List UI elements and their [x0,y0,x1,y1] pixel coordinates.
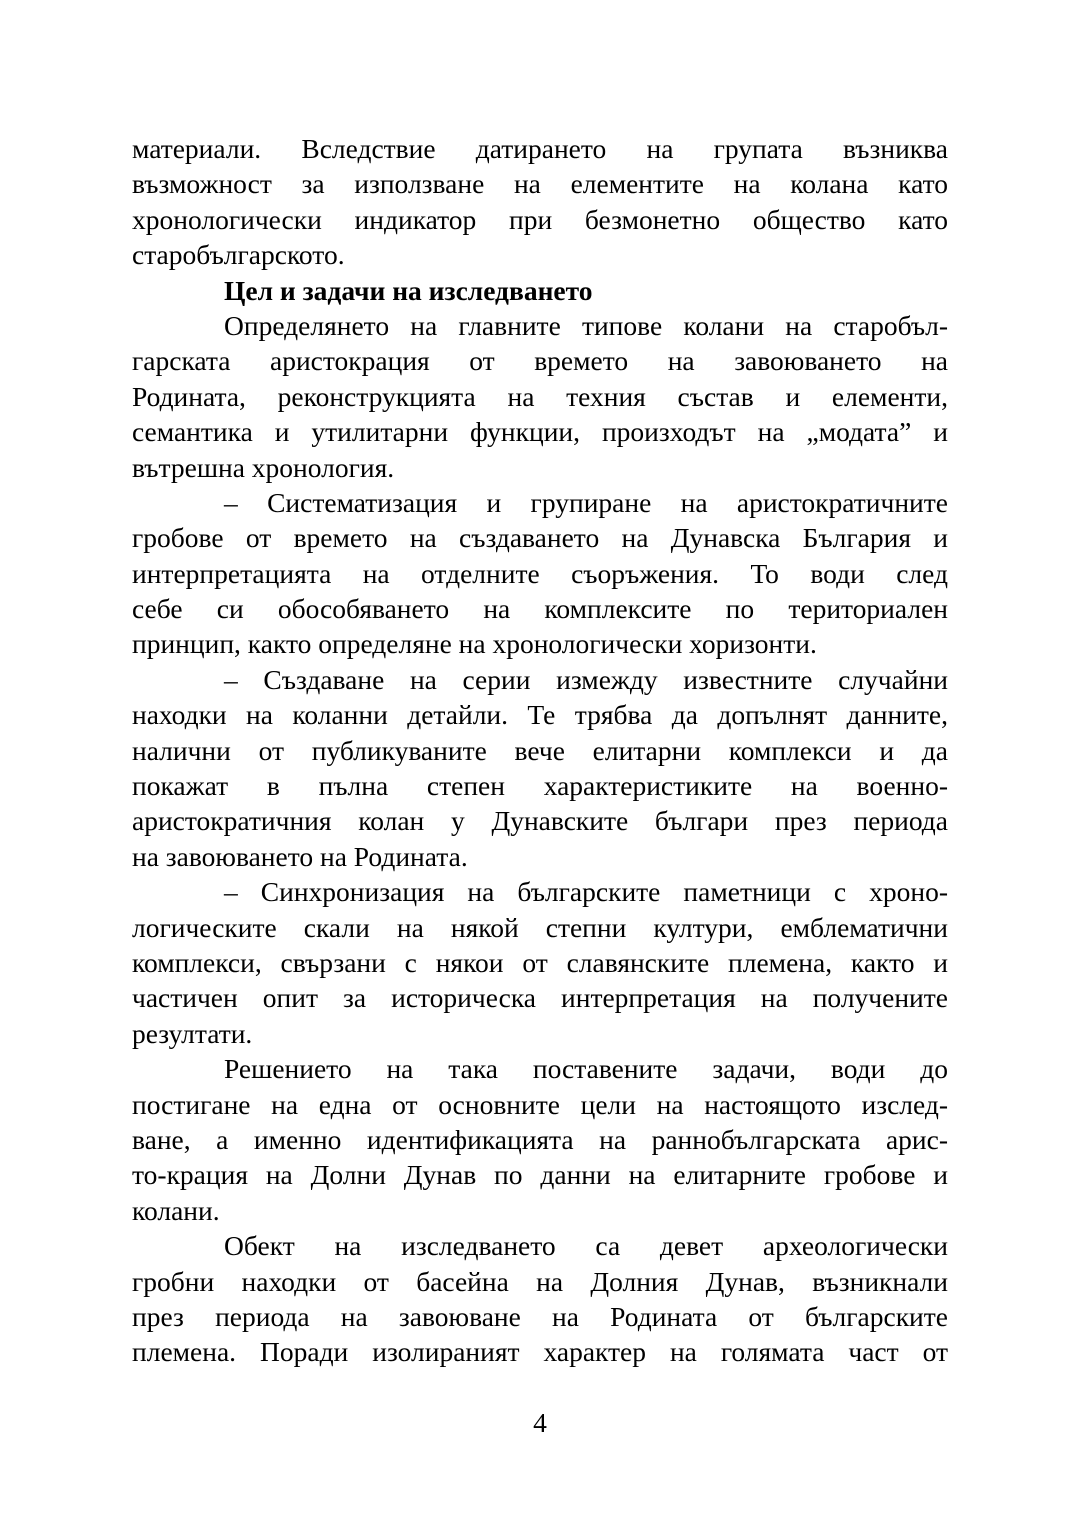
text-line: частичен опит за историческа интерпретация на получените [132,982,948,1014]
paragraph-line: Решението на така поставените задачи, води до [224,1053,948,1085]
text-line: хронологически индикатор при безмонетно общество като [132,203,948,235]
text-line: Определянето на главните типове колани на старобъл- [224,309,948,341]
text-line: покажат в пълна степен характеристиките на военно- [132,770,948,802]
text-line: принцип, както определяне на хронологически хоризонти. [132,628,817,660]
text-line: вътрешна хронология. [132,451,395,483]
text-line: през периода на завоюване на Родината от българските [132,1300,948,1332]
text-line: Родината, реконструкцията на техния състав и елементи, [132,380,948,412]
text-line: материали. Вследствие датирането на групата възниква [132,133,948,164]
text-line: налични от публикуваните вече елитарни комплекси и да [132,734,948,766]
list-item-line: – Създаване на серии измежду известните случайни [224,663,948,695]
text-line: логическите скали на някой степни култури, емблематични [132,911,948,943]
text-line: постигане на една от основните цели на настоящото изслед- [132,1088,948,1120]
text-line: ване, а именно идентификацията на раннобългарската арис- [132,1123,948,1155]
text-line: колани. [132,1194,220,1226]
text-line: гарската аристокрация от времето на завоюването на [132,345,948,377]
list-item-line: – Синхронизация на българските паметници с хроно- [224,876,948,908]
text-line: възможност за използване на елементите на колана като [132,168,948,200]
section-heading: Цел и задачи на изследването [224,274,593,306]
text-line: гробове от времето на създаването на Дунавска България и [132,522,948,554]
page-body [132,131,948,1370]
text-line: себе си обособяването на комплексите по териториален [132,593,948,625]
text-line: племена. Поради изолираният характер на голямата част от [132,1336,948,1368]
list-item-line: – Систематизация и групиране на аристократичните [224,486,948,518]
text-line: находки на коланни детайли. Те трябва да допълнят данните, [132,699,948,731]
text-line: аристократичния колан у Дунавските българи през периода [132,805,948,837]
text-line: старобългарското. [132,239,345,271]
text-line: на завоюването на Родината. [132,840,468,872]
text-line: то-крация на Долни Дунав по данни на елитарните гробове и [132,1159,948,1191]
page-number: 4 [533,1407,547,1438]
text-line: семантика и утилитарни функции, произходът на „модата” и [132,416,948,448]
text-line: гробни находки от басейна на Долния Дунав, възникнали [132,1265,948,1297]
text-line: резултати. [132,1017,253,1049]
text-line: комплекси, свързани с някои от славянските племена, както и [132,946,948,978]
text-line: интерпретацията на отделните съоръжения. То води след [132,557,948,589]
paragraph-line: Обект на изследването са девет археологически [224,1230,948,1262]
